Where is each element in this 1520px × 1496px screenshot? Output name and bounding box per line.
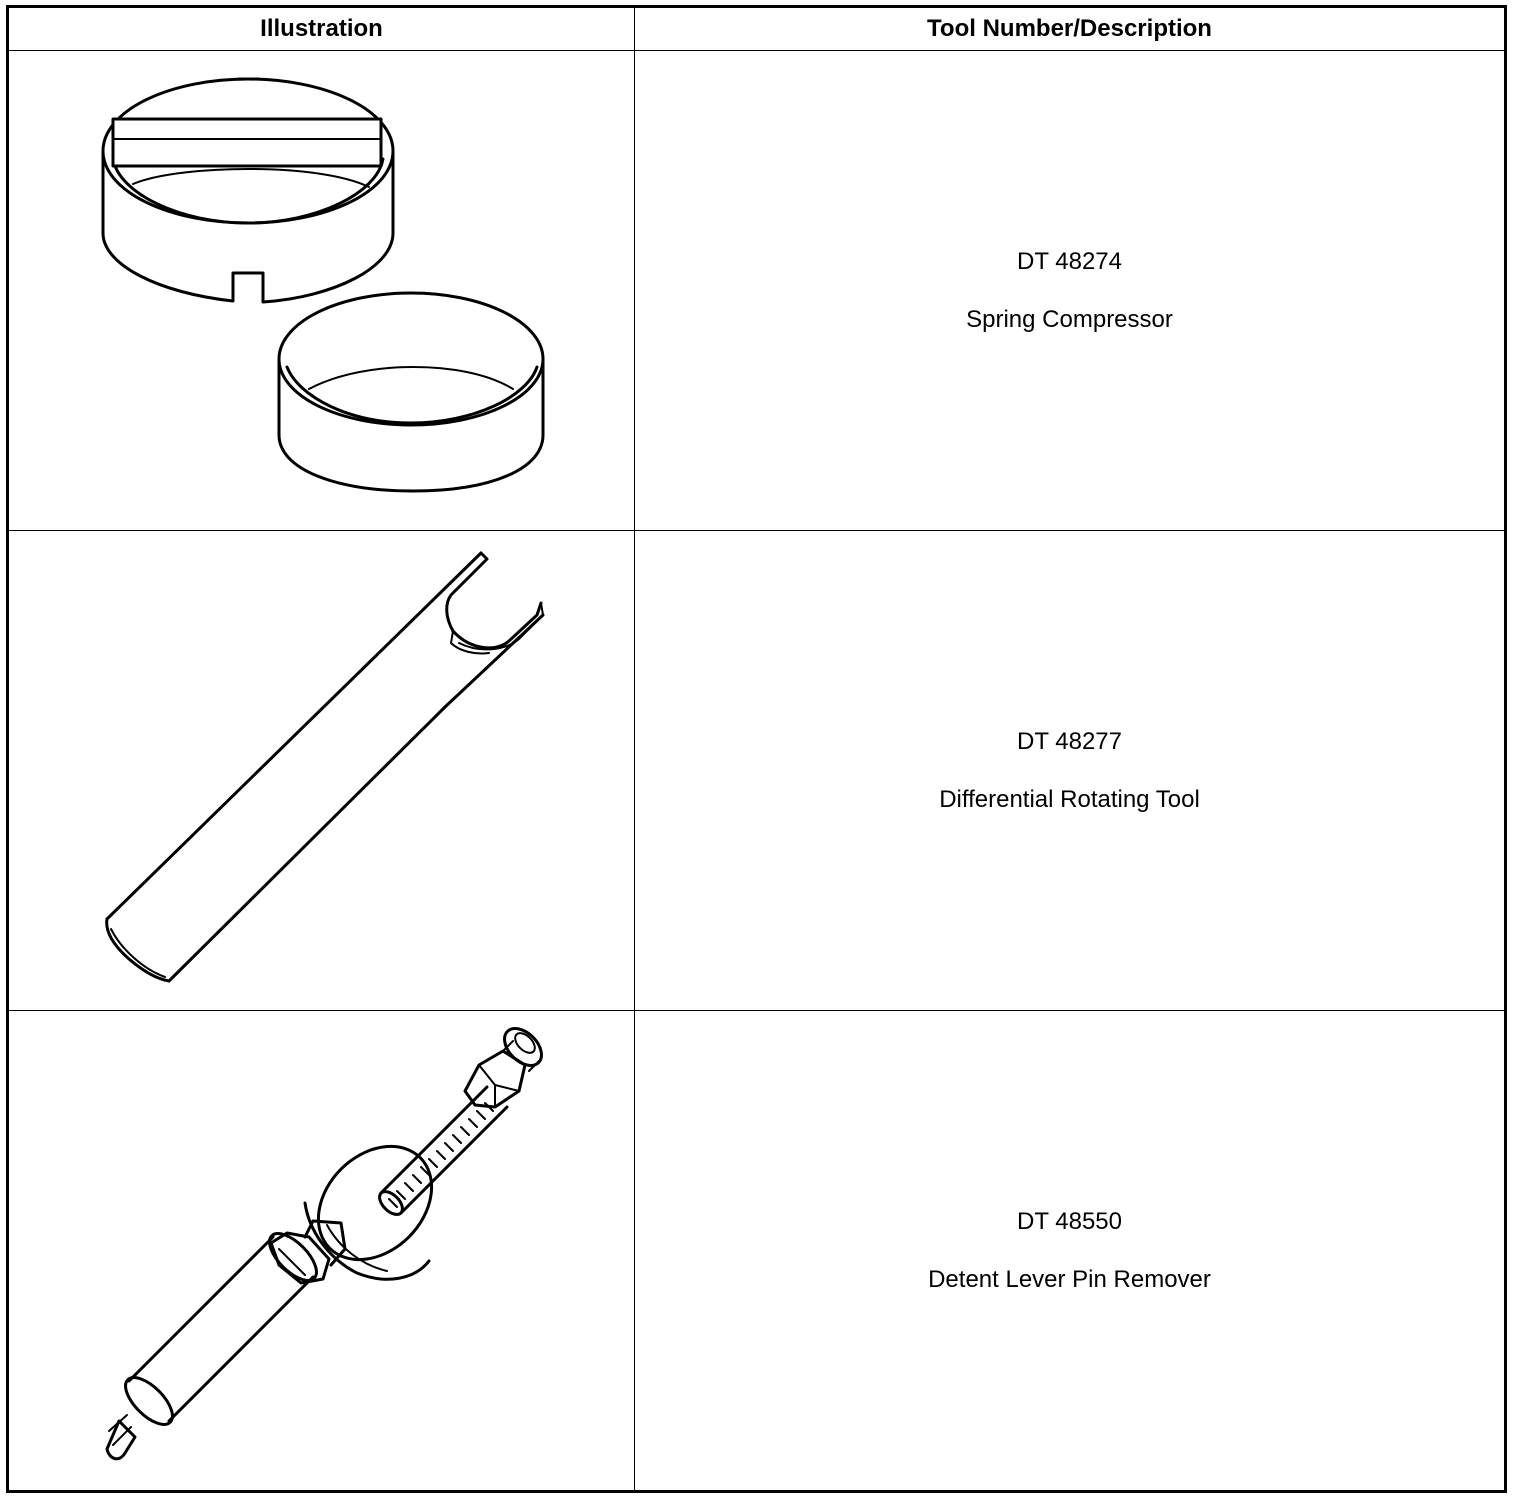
illustration-header: Illustration xyxy=(8,7,635,51)
illustration-cell xyxy=(8,51,635,531)
detent-lever-pin-remover-icon xyxy=(9,1011,636,1490)
table-row xyxy=(8,51,1506,531)
special-tools-table xyxy=(6,5,1507,1493)
tool-number: DT 48274 xyxy=(1017,247,1122,275)
tool-number: DT 48550 xyxy=(1017,1207,1122,1235)
tool-description: Detent Lever Pin Remover xyxy=(928,1265,1211,1293)
tool-description: Differential Rotating Tool xyxy=(939,785,1200,813)
description-cell xyxy=(635,51,1506,531)
tool-number: DT 48277 xyxy=(1017,727,1122,755)
description-cell xyxy=(635,1011,1506,1492)
table-row xyxy=(8,531,1506,1011)
header-row xyxy=(8,7,1506,51)
table-row xyxy=(8,1011,1506,1492)
differential-rotating-tool-icon xyxy=(9,531,636,1010)
description-header: Tool Number/Description xyxy=(635,7,1506,51)
spring-compressor-icon xyxy=(9,51,636,530)
tool-description: Spring Compressor xyxy=(966,305,1173,333)
description-cell xyxy=(635,531,1506,1011)
illustration-cell xyxy=(8,531,635,1011)
illustration-cell xyxy=(8,1011,635,1492)
